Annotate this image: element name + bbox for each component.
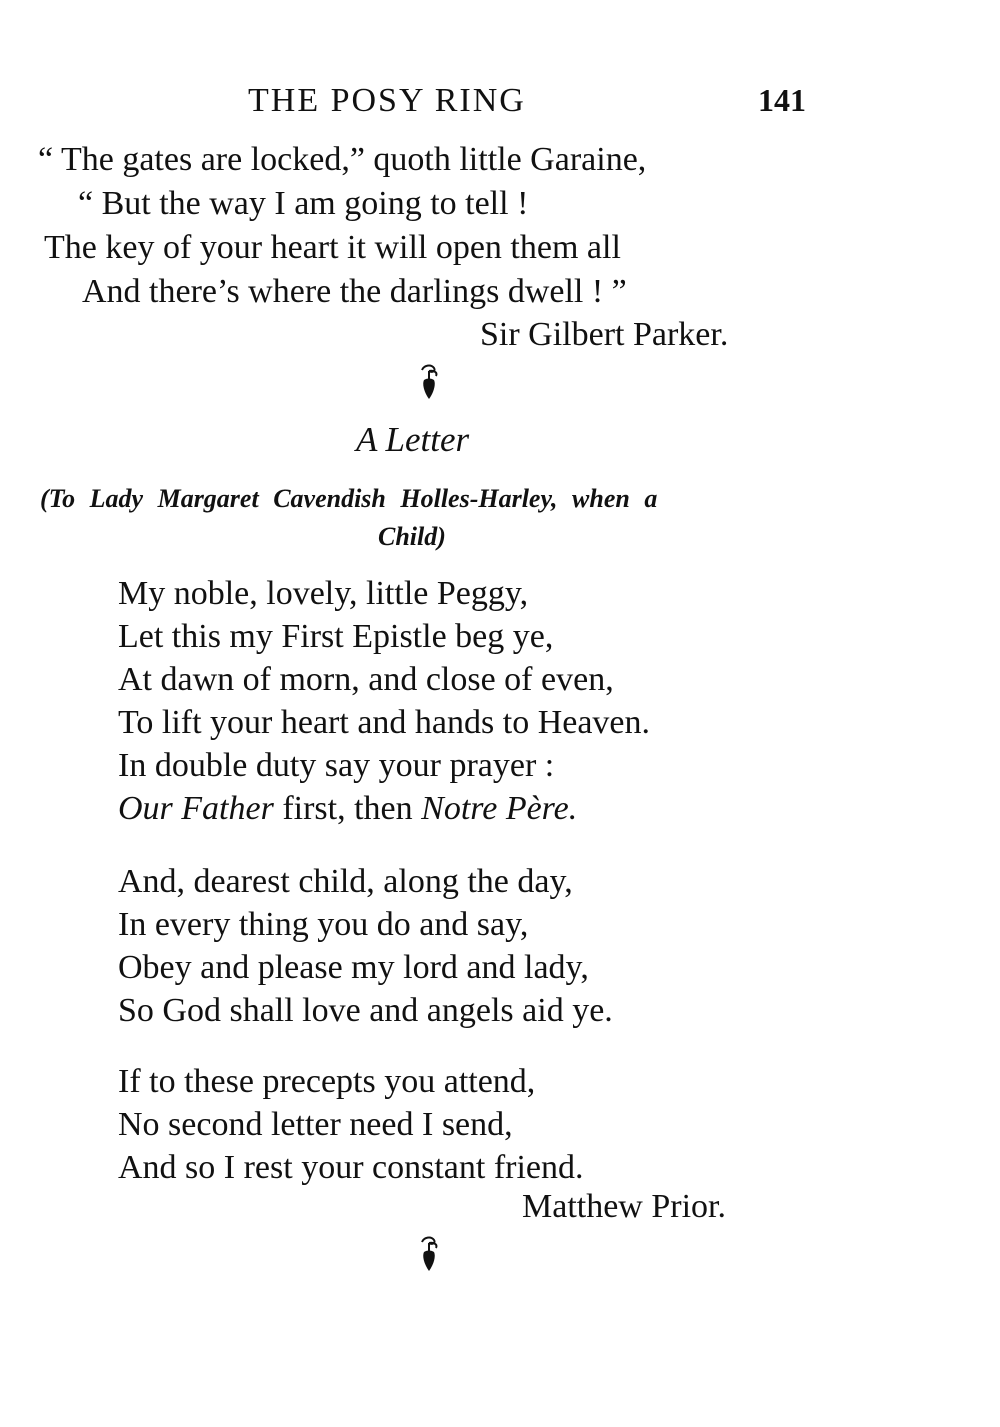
verse-line: So God shall love and angels aid ye. xyxy=(118,992,613,1029)
verse-line: Let this my First Epistle beg ye, xyxy=(118,618,554,655)
verse-line xyxy=(118,789,577,829)
verse-line: At dawn of morn, and close of even, xyxy=(118,661,614,698)
verse-line: In double duty say your prayer : xyxy=(118,747,555,784)
verse-line: “ The gates are locked,” quoth little Garaine, xyxy=(38,141,647,178)
poem-dedication: (To Lady Margaret Cavendish Holles-Harley, when a xyxy=(40,484,658,513)
poem-author: Sir Gilbert Parker. xyxy=(480,316,729,353)
verse-line: And so I rest your constant friend. xyxy=(118,1149,584,1186)
verse-line: And, dearest child, along the day, xyxy=(118,863,573,900)
verse-line: Obey and please my lord and lady, xyxy=(118,949,589,986)
poem-author: Matthew Prior. xyxy=(522,1188,726,1225)
verse-line: To lift your heart and hands to Heaven. xyxy=(118,704,651,741)
verse-line: If to these precepts you attend, xyxy=(118,1063,536,1100)
verse-line: “ But the way I am going to tell ! xyxy=(78,185,529,222)
plain-phrase: first, then xyxy=(273,790,422,827)
flower-ornament-icon xyxy=(416,362,442,402)
poem-dedication: Child) xyxy=(378,522,446,551)
flower-ornament-icon xyxy=(416,1234,442,1274)
italic-phrase: Notre Père. xyxy=(421,790,578,827)
verse-line: No second letter need I send, xyxy=(118,1106,513,1143)
verse-line: The key of your heart it will open them all xyxy=(44,229,621,266)
italic-phrase: Our Father xyxy=(118,790,274,827)
verse-line: And there’s where the darlings dwell ! ” xyxy=(82,273,627,310)
page-number: 141 xyxy=(758,82,806,118)
verse-line: My noble, lovely, little Peggy, xyxy=(118,575,529,612)
running-header: THE POSY RING xyxy=(248,82,526,119)
verse-line: In every thing you do and say, xyxy=(118,906,529,943)
poem-title: A Letter xyxy=(356,420,470,459)
